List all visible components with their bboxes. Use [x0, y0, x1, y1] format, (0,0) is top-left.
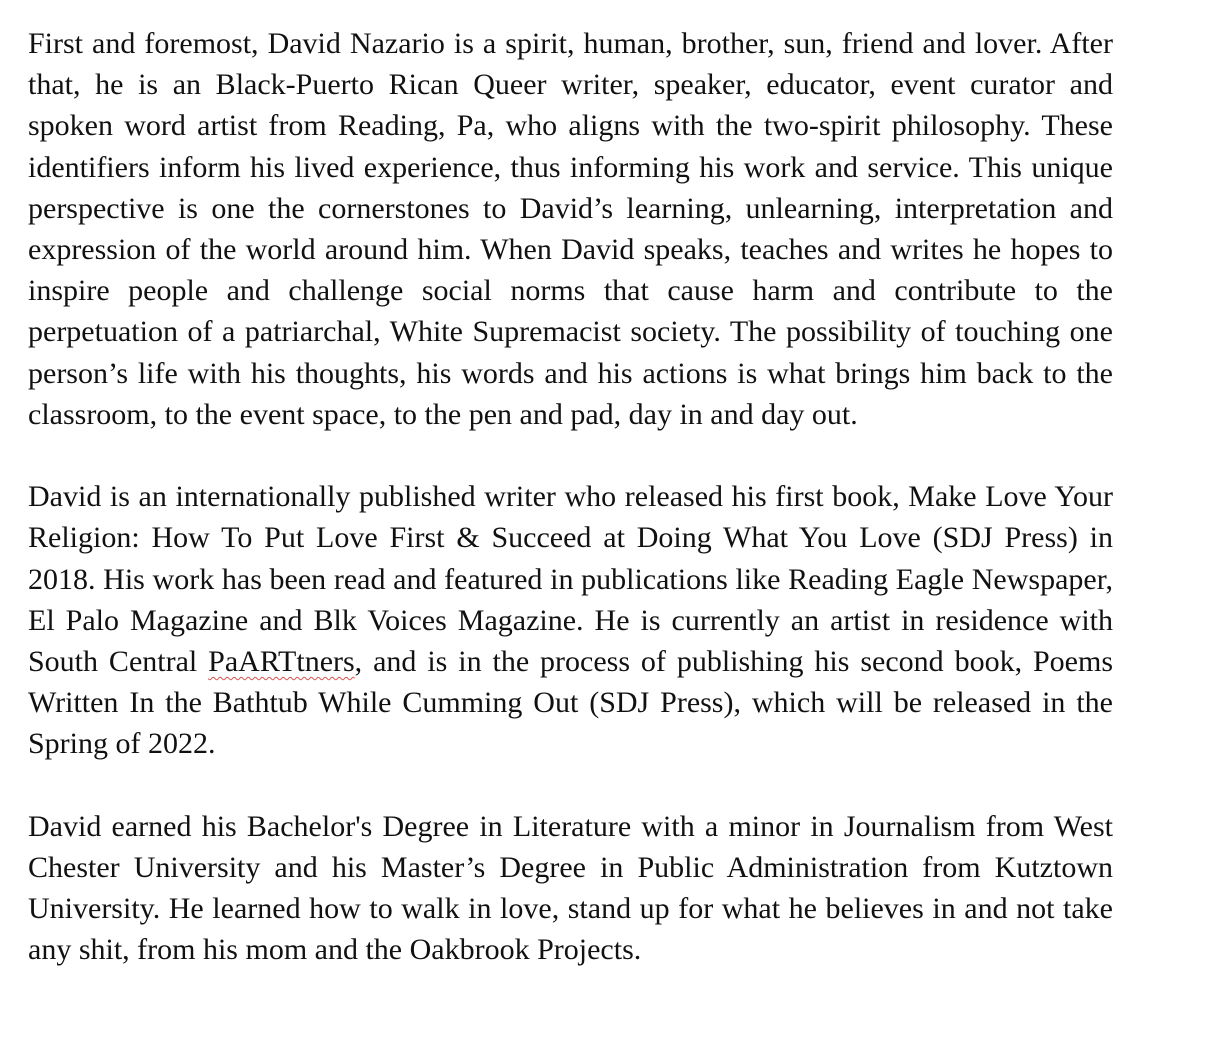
document-body[interactable]	[28, 23, 1113, 971]
bio-paragraph-publications	[28, 476, 1113, 764]
publications-text-before: David is an internationally published writer who released his first book, Make Love Your Religion: How To Put Love First & Succeed at Doing What You Love (SDJ Press) in 2018. His work has been read and featured in publications like Reading Eagle Newspaper, El Palo Magazine and Blk Voices Magazine. He is currently an artist in residence with South Central	[28, 480, 1113, 679]
bio-paragraph-intro: First and foremost, David Nazario is a spirit, human, brother, sun, friend and lover. After that, he is an Black-Puerto Rican Queer writer, speaker, educator, event curator and spoken word artist from Reading, Pa, who aligns with the two-spirit philosophy. These identifiers inform his lived experience, thus informing his work and service. This unique perspective is one the cornerstones to David’s learning, unlearning, interpretation and expression of the world around him. When David speaks, teaches and writes he hopes to inspire people and challenge social norms that cause harm and contribute to the perpetuation of a patriarchal, White Supremacist society. The possibility of touching one person’s life with his thoughts, his words and his actions is what brings him back to the classroom, to the event space, to the pen and pad, day in and day out.	[28, 27, 1113, 431]
spellcheck-flagged-word[interactable]: PaARTtners	[208, 645, 355, 679]
publications-text-after: , and is in the process of publishing his second book, Poems Written In the Bathtub While Cumming Out (SDJ Press), which will be released in the Spring of 2022.	[28, 645, 1113, 761]
bio-paragraph-education: David earned his Bachelor's Degree in Literature with a minor in Journalism from West Chester University and his Master’s Degree in Public Administration from Kutztown University. He learned how to walk in love, stand up for what he believes in and not take any shit, from his mom and the Oakbrook Projects.	[28, 809, 1113, 967]
